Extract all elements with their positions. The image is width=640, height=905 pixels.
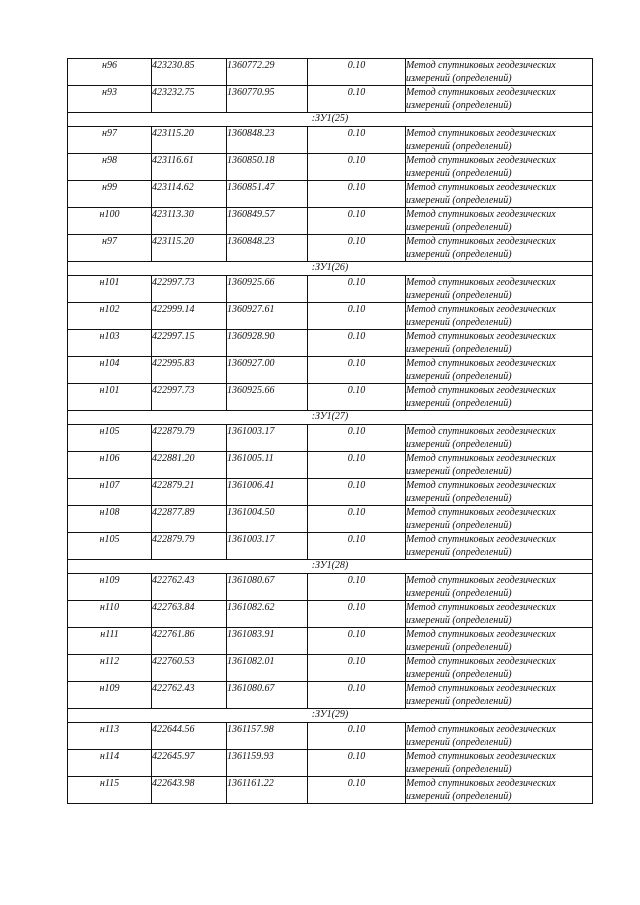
coordinates-table-body xyxy=(68,59,593,804)
accuracy-cell: 0.10 xyxy=(308,452,406,479)
y-coordinate-cell: 1360849.57 xyxy=(227,208,308,235)
method-cell: Метод спутниковых геодезических измерений (определений) xyxy=(406,750,593,777)
y-coordinate-cell: 1361083.91 xyxy=(227,628,308,655)
accuracy-cell: 0.10 xyxy=(308,384,406,411)
table-row xyxy=(68,86,593,113)
point-name-cell: н109 xyxy=(68,574,152,601)
y-coordinate-cell: 1361161.22 xyxy=(227,777,308,804)
x-coordinate-cell: 423115.20 xyxy=(152,127,227,154)
section-heading-row xyxy=(68,113,593,127)
method-cell: Метод спутниковых геодезических измерений (определений) xyxy=(406,425,593,452)
method-cell: Метод спутниковых геодезических измерений (определений) xyxy=(406,86,593,113)
point-name-cell: н101 xyxy=(68,276,152,303)
table-row xyxy=(68,601,593,628)
point-name-cell: н109 xyxy=(68,682,152,709)
y-coordinate-cell: 1361005.11 xyxy=(227,452,308,479)
table-row xyxy=(68,303,593,330)
y-coordinate-cell: 1361003.17 xyxy=(227,425,308,452)
accuracy-cell: 0.10 xyxy=(308,127,406,154)
y-coordinate-cell: 1360848.23 xyxy=(227,127,308,154)
point-name-cell: н103 xyxy=(68,330,152,357)
x-coordinate-cell: 422760.53 xyxy=(152,655,227,682)
method-cell: Метод спутниковых геодезических измерений (определений) xyxy=(406,479,593,506)
method-cell: Метод спутниковых геодезических измерений (определений) xyxy=(406,303,593,330)
y-coordinate-cell: 1360848.23 xyxy=(227,235,308,262)
point-name-cell: н101 xyxy=(68,384,152,411)
accuracy-cell: 0.10 xyxy=(308,777,406,804)
y-coordinate-cell: 1360850.18 xyxy=(227,154,308,181)
point-name-cell: н93 xyxy=(68,86,152,113)
method-cell: Метод спутниковых геодезических измерений (определений) xyxy=(406,452,593,479)
y-coordinate-cell: 1360770.95 xyxy=(227,86,308,113)
accuracy-cell: 0.10 xyxy=(308,235,406,262)
coordinates-table xyxy=(67,58,593,804)
point-name-cell: н112 xyxy=(68,655,152,682)
point-name-cell: н110 xyxy=(68,601,152,628)
table-row xyxy=(68,682,593,709)
table-row xyxy=(68,127,593,154)
y-coordinate-cell: 1361082.01 xyxy=(227,655,308,682)
x-coordinate-cell: 422762.43 xyxy=(152,574,227,601)
section-heading-row xyxy=(68,709,593,723)
accuracy-cell: 0.10 xyxy=(308,533,406,560)
accuracy-cell: 0.10 xyxy=(308,682,406,709)
y-coordinate-cell: 1361159.93 xyxy=(227,750,308,777)
table-row xyxy=(68,750,593,777)
x-coordinate-cell: 422761.86 xyxy=(152,628,227,655)
x-coordinate-cell: 422762.43 xyxy=(152,682,227,709)
point-name-cell: н99 xyxy=(68,181,152,208)
x-coordinate-cell: 422999.14 xyxy=(152,303,227,330)
section-heading: :ЗУ1(29) xyxy=(68,709,593,723)
accuracy-cell: 0.10 xyxy=(308,59,406,86)
method-cell: Метод спутниковых геодезических измерений (определений) xyxy=(406,384,593,411)
table-row xyxy=(68,506,593,533)
accuracy-cell: 0.10 xyxy=(308,750,406,777)
method-cell: Метод спутниковых геодезических измерений (определений) xyxy=(406,777,593,804)
y-coordinate-cell: 1361082.62 xyxy=(227,601,308,628)
accuracy-cell: 0.10 xyxy=(308,425,406,452)
y-coordinate-cell: 1360851.47 xyxy=(227,181,308,208)
point-name-cell: н104 xyxy=(68,357,152,384)
method-cell: Метод спутниковых геодезических измерений (определений) xyxy=(406,208,593,235)
table-row xyxy=(68,628,593,655)
table-row xyxy=(68,330,593,357)
method-cell: Метод спутниковых геодезических измерений (определений) xyxy=(406,628,593,655)
point-name-cell: н106 xyxy=(68,452,152,479)
section-heading: :ЗУ1(28) xyxy=(68,560,593,574)
table-row xyxy=(68,777,593,804)
x-coordinate-cell: 423115.20 xyxy=(152,235,227,262)
table-row xyxy=(68,723,593,750)
x-coordinate-cell: 422879.79 xyxy=(152,533,227,560)
method-cell: Метод спутниковых геодезических измерений (определений) xyxy=(406,655,593,682)
point-name-cell: н114 xyxy=(68,750,152,777)
point-name-cell: н97 xyxy=(68,235,152,262)
method-cell: Метод спутниковых геодезических измерений (определений) xyxy=(406,533,593,560)
table-row xyxy=(68,181,593,208)
table-row xyxy=(68,452,593,479)
x-coordinate-cell: 422995.83 xyxy=(152,357,227,384)
x-coordinate-cell: 422997.73 xyxy=(152,276,227,303)
accuracy-cell: 0.10 xyxy=(308,208,406,235)
method-cell: Метод спутниковых геодезических измерений (определений) xyxy=(406,59,593,86)
method-cell: Метод спутниковых геодезических измерений (определений) xyxy=(406,506,593,533)
table-row xyxy=(68,276,593,303)
table-row xyxy=(68,208,593,235)
point-name-cell: н100 xyxy=(68,208,152,235)
accuracy-cell: 0.10 xyxy=(308,574,406,601)
y-coordinate-cell: 1361080.67 xyxy=(227,682,308,709)
method-cell: Метод спутниковых геодезических измерений (определений) xyxy=(406,601,593,628)
x-coordinate-cell: 422997.73 xyxy=(152,384,227,411)
section-heading: :ЗУ1(25) xyxy=(68,113,593,127)
method-cell: Метод спутниковых геодезических измерений (определений) xyxy=(406,574,593,601)
x-coordinate-cell: 423116.61 xyxy=(152,154,227,181)
x-coordinate-cell: 422997.15 xyxy=(152,330,227,357)
method-cell: Метод спутниковых геодезических измерений (определений) xyxy=(406,127,593,154)
method-cell: Метод спутниковых геодезических измерений (определений) xyxy=(406,330,593,357)
x-coordinate-cell: 422879.79 xyxy=(152,425,227,452)
accuracy-cell: 0.10 xyxy=(308,86,406,113)
accuracy-cell: 0.10 xyxy=(308,628,406,655)
method-cell: Метод спутниковых геодезических измерений (определений) xyxy=(406,235,593,262)
y-coordinate-cell: 1361004.50 xyxy=(227,506,308,533)
y-coordinate-cell: 1360925.66 xyxy=(227,276,308,303)
y-coordinate-cell: 1360927.61 xyxy=(227,303,308,330)
y-coordinate-cell: 1361006.41 xyxy=(227,479,308,506)
point-name-cell: н111 xyxy=(68,628,152,655)
method-cell: Метод спутниковых геодезических измерений (определений) xyxy=(406,276,593,303)
x-coordinate-cell: 423232.75 xyxy=(152,86,227,113)
accuracy-cell: 0.10 xyxy=(308,276,406,303)
accuracy-cell: 0.10 xyxy=(308,506,406,533)
accuracy-cell: 0.10 xyxy=(308,655,406,682)
point-name-cell: н105 xyxy=(68,425,152,452)
point-name-cell: н108 xyxy=(68,506,152,533)
table-row xyxy=(68,533,593,560)
accuracy-cell: 0.10 xyxy=(308,181,406,208)
accuracy-cell: 0.10 xyxy=(308,154,406,181)
table-row xyxy=(68,154,593,181)
x-coordinate-cell: 422644.56 xyxy=(152,723,227,750)
accuracy-cell: 0.10 xyxy=(308,601,406,628)
method-cell: Метод спутниковых геодезических измерений (определений) xyxy=(406,154,593,181)
section-heading-row xyxy=(68,262,593,276)
x-coordinate-cell: 423113.30 xyxy=(152,208,227,235)
x-coordinate-cell: 423230.85 xyxy=(152,59,227,86)
method-cell: Метод спутниковых геодезических измерений (определений) xyxy=(406,682,593,709)
point-name-cell: н105 xyxy=(68,533,152,560)
method-cell: Метод спутниковых геодезических измерений (определений) xyxy=(406,181,593,208)
table-row xyxy=(68,479,593,506)
y-coordinate-cell: 1360925.66 xyxy=(227,384,308,411)
table-row xyxy=(68,384,593,411)
x-coordinate-cell: 422645.97 xyxy=(152,750,227,777)
section-heading: :ЗУ1(27) xyxy=(68,411,593,425)
accuracy-cell: 0.10 xyxy=(308,330,406,357)
point-name-cell: н98 xyxy=(68,154,152,181)
x-coordinate-cell: 422879.21 xyxy=(152,479,227,506)
y-coordinate-cell: 1360772.29 xyxy=(227,59,308,86)
accuracy-cell: 0.10 xyxy=(308,723,406,750)
accuracy-cell: 0.10 xyxy=(308,479,406,506)
point-name-cell: н113 xyxy=(68,723,152,750)
accuracy-cell: 0.10 xyxy=(308,303,406,330)
x-coordinate-cell: 422763.84 xyxy=(152,601,227,628)
accuracy-cell: 0.10 xyxy=(308,357,406,384)
point-name-cell: н96 xyxy=(68,59,152,86)
table-row xyxy=(68,574,593,601)
y-coordinate-cell: 1361157.98 xyxy=(227,723,308,750)
section-heading: :ЗУ1(26) xyxy=(68,262,593,276)
x-coordinate-cell: 422881.20 xyxy=(152,452,227,479)
y-coordinate-cell: 1361003.17 xyxy=(227,533,308,560)
point-name-cell: н97 xyxy=(68,127,152,154)
point-name-cell: н102 xyxy=(68,303,152,330)
x-coordinate-cell: 422877.89 xyxy=(152,506,227,533)
method-cell: Метод спутниковых геодезических измерений (определений) xyxy=(406,357,593,384)
x-coordinate-cell: 422643.98 xyxy=(152,777,227,804)
table-row xyxy=(68,59,593,86)
table-row xyxy=(68,425,593,452)
point-name-cell: н107 xyxy=(68,479,152,506)
section-heading-row xyxy=(68,560,593,574)
method-cell: Метод спутниковых геодезических измерений (определений) xyxy=(406,723,593,750)
y-coordinate-cell: 1360927.00 xyxy=(227,357,308,384)
section-heading-row xyxy=(68,411,593,425)
table-row xyxy=(68,655,593,682)
y-coordinate-cell: 1360928.90 xyxy=(227,330,308,357)
point-name-cell: н115 xyxy=(68,777,152,804)
table-row xyxy=(68,357,593,384)
x-coordinate-cell: 423114.62 xyxy=(152,181,227,208)
y-coordinate-cell: 1361080.67 xyxy=(227,574,308,601)
table-row xyxy=(68,235,593,262)
